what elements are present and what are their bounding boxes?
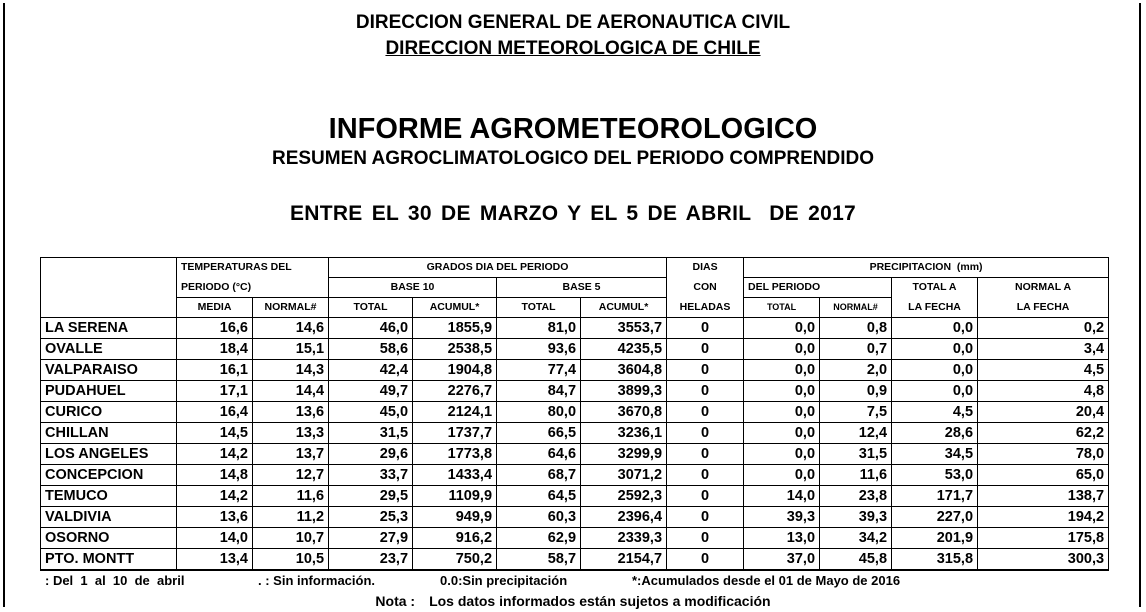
cell-normal-fecha: 20,4 <box>978 402 1109 423</box>
cell-heladas: 0 <box>667 444 744 465</box>
cell-normal: 13,3 <box>253 423 329 444</box>
cell-pp-total: 37,0 <box>744 549 820 571</box>
cell-station: LA SERENA <box>41 318 177 339</box>
cell-b10-total: 45,0 <box>329 402 413 423</box>
dias-header-1: DIAS <box>667 258 744 278</box>
cell-pp-total: 13,0 <box>744 528 820 549</box>
cell-total-fecha: 0,0 <box>892 381 978 402</box>
cell-normal-fecha: 138,7 <box>978 486 1109 507</box>
table-row <box>41 402 1109 423</box>
table-row <box>41 339 1109 360</box>
base10-header: BASE 10 <box>329 278 497 298</box>
org-line-2-text: DIRECCION METEOROLOGICA DE CHILE <box>385 38 761 59</box>
cell-b10-acumul: 2276,7 <box>413 381 497 402</box>
cell-b10-acumul: 949,9 <box>413 507 497 528</box>
table-row <box>41 549 1109 571</box>
cell-b10-total: 29,6 <box>329 444 413 465</box>
cell-normal: 10,7 <box>253 528 329 549</box>
cell-media: 18,4 <box>177 339 253 360</box>
cell-media: 16,6 <box>177 318 253 339</box>
cell-pp-normal: 0,8 <box>820 318 892 339</box>
cell-total-fecha: 53,0 <box>892 465 978 486</box>
cell-normal-fecha: 0,2 <box>978 318 1109 339</box>
cell-total-fecha: 0,0 <box>892 339 978 360</box>
cell-b5-acumul: 3071,2 <box>581 465 667 486</box>
cell-pp-normal: 11,6 <box>820 465 892 486</box>
cell-normal: 12,7 <box>253 465 329 486</box>
table-row <box>41 318 1109 339</box>
cell-media: 13,4 <box>177 549 253 571</box>
cell-normal: 13,7 <box>253 444 329 465</box>
cell-pp-total: 0,0 <box>744 444 820 465</box>
cell-pp-normal: 2,0 <box>820 360 892 381</box>
cell-normal-fecha: 62,2 <box>978 423 1109 444</box>
cell-b5-total: 62,9 <box>497 528 581 549</box>
normal-a-header-1: NORMAL A <box>978 278 1109 298</box>
cell-b10-total: 42,4 <box>329 360 413 381</box>
cell-normal: 14,6 <box>253 318 329 339</box>
cell-station: OVALLE <box>41 339 177 360</box>
cell-pp-normal: 39,3 <box>820 507 892 528</box>
cell-b5-acumul: 2154,7 <box>581 549 667 571</box>
cell-media: 14,8 <box>177 465 253 486</box>
temp-header-1: TEMPERATURAS DEL <box>177 258 329 278</box>
table-row <box>41 486 1109 507</box>
cell-b5-acumul: 3604,8 <box>581 360 667 381</box>
footer-note-no-precip: 0.0:Sin precipitación <box>440 573 568 588</box>
cell-total-fecha: 0,0 <box>892 360 978 381</box>
table-row <box>41 444 1109 465</box>
cell-pp-normal: 7,5 <box>820 402 892 423</box>
nota-label: Nota : <box>375 593 416 609</box>
cell-pp-normal: 45,8 <box>820 549 892 571</box>
cell-pp-normal: 31,5 <box>820 444 892 465</box>
cell-b10-total: 25,3 <box>329 507 413 528</box>
cell-b5-total: 66,5 <box>497 423 581 444</box>
cell-media: 14,5 <box>177 423 253 444</box>
cell-b10-acumul: 1904,8 <box>413 360 497 381</box>
cell-b5-acumul: 2339,3 <box>581 528 667 549</box>
cell-b5-acumul: 4235,5 <box>581 339 667 360</box>
cell-total-fecha: 4,5 <box>892 402 978 423</box>
cell-normal-fecha: 78,0 <box>978 444 1109 465</box>
precip-header: PRECIPITACION (mm) <box>744 258 1109 278</box>
total-a-header-2: LA FECHA <box>892 298 978 318</box>
cell-heladas: 0 <box>667 507 744 528</box>
cell-normal-fecha: 3,4 <box>978 339 1109 360</box>
cell-total-fecha: 227,0 <box>892 507 978 528</box>
table-row <box>41 423 1109 444</box>
cell-total-fecha: 201,9 <box>892 528 978 549</box>
org-line-2 <box>0 38 1146 60</box>
nota-text: Los datos informados están sujetos a modificación <box>429 593 771 609</box>
cell-b5-total: 64,5 <box>497 486 581 507</box>
cell-total-fecha: 34,5 <box>892 444 978 465</box>
cell-b5-total: 77,4 <box>497 360 581 381</box>
b5-total-header: TOTAL <box>497 298 581 318</box>
cell-media: 14,0 <box>177 528 253 549</box>
cell-heladas: 0 <box>667 381 744 402</box>
cell-b5-total: 84,7 <box>497 381 581 402</box>
cell-b5-acumul: 3670,8 <box>581 402 667 423</box>
cell-b10-total: 31,5 <box>329 423 413 444</box>
cell-normal: 14,3 <box>253 360 329 381</box>
cell-heladas: 0 <box>667 318 744 339</box>
table-row <box>41 360 1109 381</box>
report-subtitle: RESUMEN AGROCLIMATOLOGICO DEL PERIODO COMPRENDIDO <box>271 148 875 169</box>
cell-normal-fecha: 4,5 <box>978 360 1109 381</box>
cell-media: 14,2 <box>177 444 253 465</box>
temp-header-2: PERIODO (°C) <box>177 278 329 298</box>
del-periodo-header: DEL PERIODO <box>744 278 892 298</box>
cell-pp-total: 0,0 <box>744 360 820 381</box>
cell-b5-total: 80,0 <box>497 402 581 423</box>
cell-b10-acumul: 750,2 <box>413 549 497 571</box>
cell-total-fecha: 28,6 <box>892 423 978 444</box>
cell-station: VALDIVIA <box>41 507 177 528</box>
cell-heladas: 0 <box>667 402 744 423</box>
b10-acumul-header: ACUMUL* <box>413 298 497 318</box>
cell-heladas: 0 <box>667 339 744 360</box>
pp-normal-header: NORMAL# <box>820 298 892 318</box>
cell-b10-total: 29,5 <box>329 486 413 507</box>
cell-b5-total: 68,7 <box>497 465 581 486</box>
cell-b10-acumul: 916,2 <box>413 528 497 549</box>
b10-total-header: TOTAL <box>329 298 413 318</box>
cell-pp-normal: 12,4 <box>820 423 892 444</box>
cell-b5-total: 58,7 <box>497 549 581 571</box>
cell-b5-acumul: 3236,1 <box>581 423 667 444</box>
cell-pp-normal: 34,2 <box>820 528 892 549</box>
pp-total-header: TOTAL <box>744 298 820 318</box>
cell-station: CURICO <box>41 402 177 423</box>
footer-note-no-info: . : Sin información. <box>258 573 376 588</box>
cell-media: 17,1 <box>177 381 253 402</box>
total-a-header-1: TOTAL A <box>892 278 978 298</box>
cell-station: LOS ANGELES <box>41 444 177 465</box>
footer-nota <box>0 593 1146 609</box>
cell-b10-acumul: 2538,5 <box>413 339 497 360</box>
grados-header: GRADOS DIA DEL PERIODO <box>329 258 667 278</box>
cell-normal-fecha: 4,8 <box>978 381 1109 402</box>
report-title: INFORME AGROMETEOROLOGICO <box>328 113 818 145</box>
cell-pp-total: 14,0 <box>744 486 820 507</box>
cell-heladas: 0 <box>667 423 744 444</box>
cell-normal: 10,5 <box>253 549 329 571</box>
cell-pp-total: 0,0 <box>744 423 820 444</box>
cell-b10-acumul: 1433,4 <box>413 465 497 486</box>
station-header-blank <box>41 258 177 278</box>
table-row <box>41 528 1109 549</box>
cell-b10-total: 49,7 <box>329 381 413 402</box>
cell-b5-acumul: 3899,3 <box>581 381 667 402</box>
cell-normal: 14,4 <box>253 381 329 402</box>
cell-pp-total: 0,0 <box>744 402 820 423</box>
cell-b10-acumul: 1737,7 <box>413 423 497 444</box>
normal-header: NORMAL# <box>253 298 329 318</box>
cell-station: CONCEPCION <box>41 465 177 486</box>
cell-b5-acumul: 2396,4 <box>581 507 667 528</box>
cell-total-fecha: 171,7 <box>892 486 978 507</box>
cell-b10-acumul: 2124,1 <box>413 402 497 423</box>
cell-heladas: 0 <box>667 528 744 549</box>
footer-note-period: : Del 1 al 10 de abril <box>45 573 185 588</box>
station-header-blank-2 <box>41 278 177 298</box>
cell-b5-total: 64,6 <box>497 444 581 465</box>
dias-header-2: CON <box>667 278 744 298</box>
cell-b5-total: 60,3 <box>497 507 581 528</box>
cell-b5-acumul: 3299,9 <box>581 444 667 465</box>
cell-pp-total: 0,0 <box>744 465 820 486</box>
cell-total-fecha: 0,0 <box>892 318 978 339</box>
base5-header: BASE 5 <box>497 278 667 298</box>
cell-b5-total: 81,0 <box>497 318 581 339</box>
table-row <box>41 507 1109 528</box>
cell-station: OSORNO <box>41 528 177 549</box>
cell-b10-total: 27,9 <box>329 528 413 549</box>
cell-normal-fecha: 194,2 <box>978 507 1109 528</box>
cell-media: 16,1 <box>177 360 253 381</box>
cell-pp-total: 0,0 <box>744 318 820 339</box>
cell-normal-fecha: 300,3 <box>978 549 1109 571</box>
cell-heladas: 0 <box>667 465 744 486</box>
cell-b5-total: 93,6 <box>497 339 581 360</box>
cell-pp-normal: 23,8 <box>820 486 892 507</box>
dias-header-3: HELADAS <box>667 298 744 318</box>
cell-pp-normal: 0,7 <box>820 339 892 360</box>
normal-a-header-2: LA FECHA <box>978 298 1109 318</box>
cell-pp-total: 0,0 <box>744 339 820 360</box>
cell-b5-acumul: 2592,3 <box>581 486 667 507</box>
cell-station: TEMUCO <box>41 486 177 507</box>
cell-normal: 13,6 <box>253 402 329 423</box>
cell-b10-acumul: 1855,9 <box>413 318 497 339</box>
agro-data-table <box>40 257 1109 571</box>
cell-normal-fecha: 175,8 <box>978 528 1109 549</box>
cell-b10-acumul: 1109,9 <box>413 486 497 507</box>
cell-station: VALPARAISO <box>41 360 177 381</box>
cell-pp-total: 39,3 <box>744 507 820 528</box>
footer-note-accumulated: *:Acumulados desde el 01 de Mayo de 2016 <box>632 573 901 588</box>
table-row <box>41 465 1109 486</box>
station-header-blank-3 <box>41 298 177 318</box>
cell-normal-fecha: 65,0 <box>978 465 1109 486</box>
cell-heladas: 0 <box>667 549 744 571</box>
table-row <box>41 381 1109 402</box>
cell-normal: 15,1 <box>253 339 329 360</box>
b5-acumul-header: ACUMUL* <box>581 298 667 318</box>
cell-station: CHILLAN <box>41 423 177 444</box>
cell-b10-total: 46,0 <box>329 318 413 339</box>
report-period: ENTRE EL 30 DE MARZO Y EL 5 DE ABRIL DE 2017 <box>289 202 857 225</box>
cell-b10-acumul: 1773,8 <box>413 444 497 465</box>
cell-total-fecha: 315,8 <box>892 549 978 571</box>
cell-b10-total: 33,7 <box>329 465 413 486</box>
cell-heladas: 0 <box>667 360 744 381</box>
cell-normal: 11,2 <box>253 507 329 528</box>
cell-heladas: 0 <box>667 486 744 507</box>
cell-pp-total: 0,0 <box>744 381 820 402</box>
media-header: MEDIA <box>177 298 253 318</box>
cell-station: PUDAHUEL <box>41 381 177 402</box>
cell-station: PTO. MONTT <box>41 549 177 571</box>
cell-b5-acumul: 3553,7 <box>581 318 667 339</box>
cell-pp-normal: 0,9 <box>820 381 892 402</box>
cell-normal: 11,6 <box>253 486 329 507</box>
cell-b10-total: 23,7 <box>329 549 413 571</box>
cell-b10-total: 58,6 <box>329 339 413 360</box>
cell-media: 13,6 <box>177 507 253 528</box>
cell-media: 16,4 <box>177 402 253 423</box>
org-line-1: DIRECCION GENERAL DE AERONAUTICA CIVIL <box>355 12 791 33</box>
cell-media: 14,2 <box>177 486 253 507</box>
